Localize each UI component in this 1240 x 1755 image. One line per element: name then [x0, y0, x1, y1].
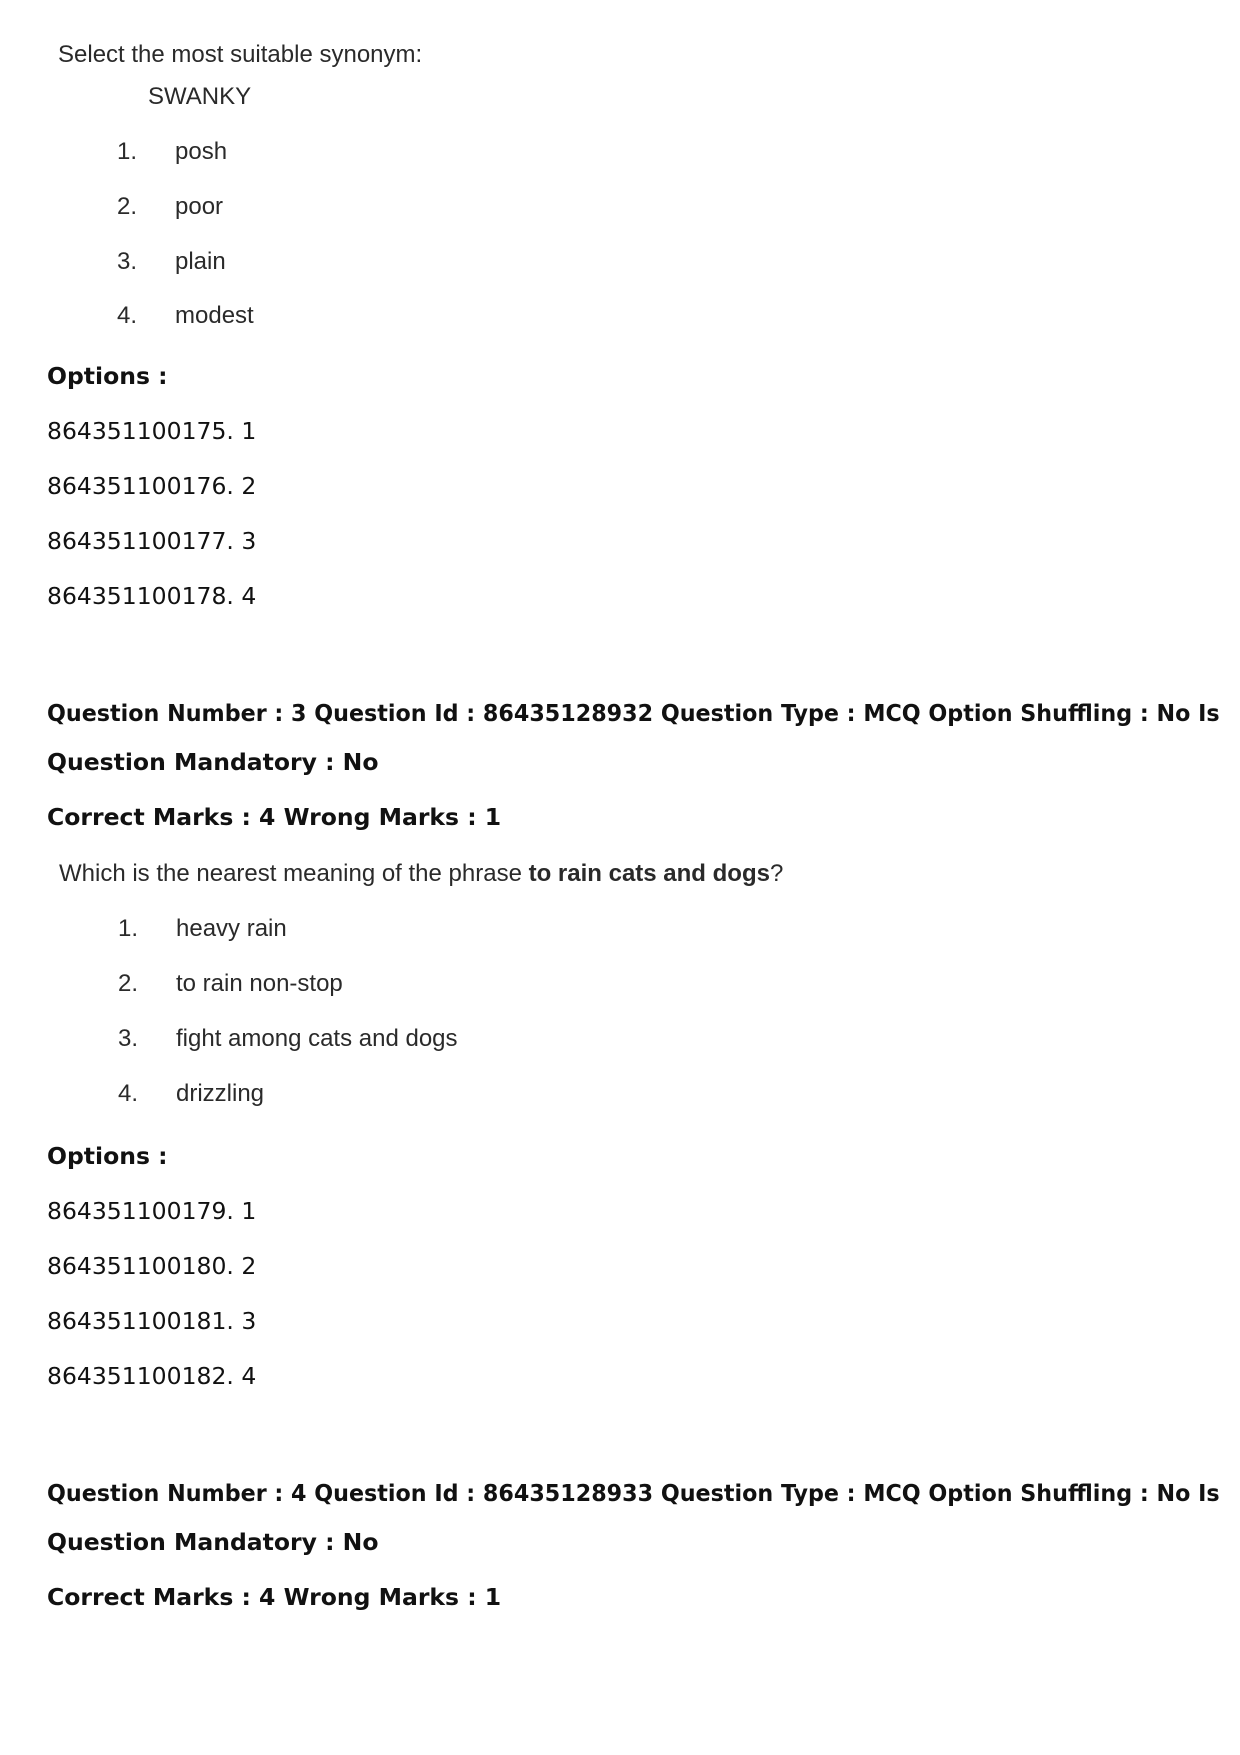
question-4-marks: Correct Marks : 4 Wrong Marks : 1 — [47, 1583, 502, 1611]
question-prompt — [59, 860, 783, 888]
choice-text: to rain non-stop — [176, 970, 343, 997]
option-row: 864351100175. 1 — [47, 417, 257, 445]
choice-text: posh — [175, 138, 228, 165]
question-prompt: Select the most suitable synonym: — [58, 41, 423, 68]
choice-number: 4. — [118, 1080, 139, 1107]
option-row: 864351100177. 3 — [47, 527, 257, 555]
option-row: 864351100179. 1 — [47, 1197, 257, 1225]
choice-number: 3. — [117, 248, 138, 275]
choice-text: modest — [175, 302, 254, 329]
question-4-header-line2: Question Mandatory : No — [47, 1528, 379, 1556]
option-row: 864351100182. 4 — [47, 1362, 257, 1390]
option-row: 864351100180. 2 — [47, 1252, 257, 1280]
choice-text: poor — [175, 193, 224, 220]
choice-number: 3. — [118, 1025, 139, 1052]
question-3-header-line1: Question Number : 3 Question Id : 86435128932 Question Type : MCQ Option Shuffling : No Is — [47, 699, 1220, 727]
choice-number: 2. — [118, 970, 139, 997]
choice-number: 4. — [117, 302, 138, 329]
prompt-phrase: to rain cats and dogs — [528, 860, 770, 887]
question-3-marks: Correct Marks : 4 Wrong Marks : 1 — [47, 803, 502, 831]
choice-text: fight among cats and dogs — [176, 1025, 458, 1052]
option-row: 864351100181. 3 — [47, 1307, 257, 1335]
question-word: SWANKY — [148, 83, 252, 110]
choice-text: drizzling — [176, 1080, 265, 1107]
question-4-header-line1: Question Number : 4 Question Id : 86435128933 Question Type : MCQ Option Shuffling : No Is — [47, 1479, 1220, 1507]
choice-number: 2. — [117, 193, 138, 220]
choice-text: heavy rain — [176, 915, 287, 942]
choice-number: 1. — [118, 915, 139, 942]
choice-number: 1. — [117, 138, 138, 165]
choice-text: plain — [175, 248, 226, 275]
option-row: 864351100176. 2 — [47, 472, 257, 500]
prompt-end: ? — [769, 860, 784, 887]
options-label: Options : — [47, 362, 168, 390]
option-row: 864351100178. 4 — [47, 582, 257, 610]
prompt-text: Which is the nearest meaning of the phrase — [59, 860, 529, 887]
options-label: Options : — [47, 1142, 168, 1170]
question-3-header-line2: Question Mandatory : No — [47, 748, 379, 776]
